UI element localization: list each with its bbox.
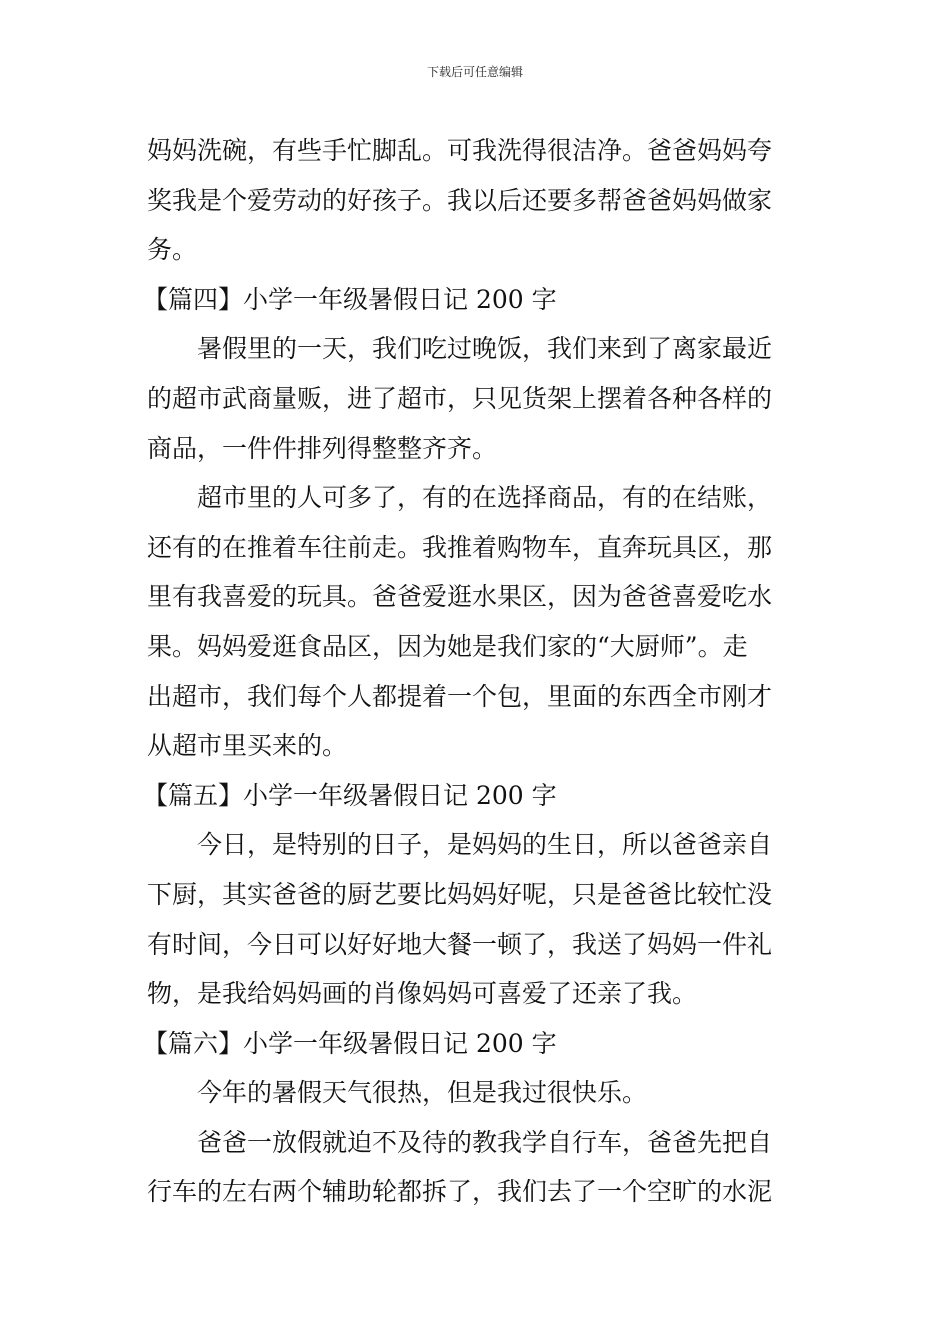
section-heading: 【篇六】小学一年级暑假日记 200 字 <box>143 1028 557 1058</box>
paragraph <box>147 820 807 1018</box>
paragraph <box>147 1068 807 1118</box>
text-line: 务。 <box>147 235 198 265</box>
paragraph <box>147 324 807 473</box>
text-line: 还有的在推着车往前走。我推着购物车，直奔玩具区，那 <box>147 532 773 562</box>
text-line: 奖我是个爱劳动的好孩子。我以后还要多帮爸爸妈妈做家 <box>147 185 773 215</box>
text-line: 暑假里的一天，我们吃过晚饭，我们来到了离家最近 <box>197 334 773 364</box>
text-line: 的超市武商量贩，进了超市，只见货架上摆着各种各样的 <box>147 383 773 413</box>
text-line: 果。妈妈爱逛食品区，因为她是我们家的“大厨师”。走 <box>147 631 748 661</box>
text-line: 从超市里买来的。 <box>147 731 348 761</box>
header-note: 下载后可任意编辑 <box>426 65 523 79</box>
paragraph <box>147 126 807 275</box>
text-line: 商品，一件件排列得整整齐齐。 <box>147 433 498 463</box>
text-line: 下厨，其实爸爸的厨艺要比妈妈好呢，只是爸爸比较忙没 <box>147 879 773 909</box>
text-line: 行车的左右两个辅助轮都拆了，我们去了一个空旷的水泥 <box>147 1177 773 1207</box>
text-line: 超市里的人可多了，有的在选择商品，有的在结账， <box>197 483 773 513</box>
text-line: 今日，是特别的日子，是妈妈的生日，所以爸爸亲自 <box>197 830 773 860</box>
paragraph <box>147 1118 807 1217</box>
text-line: 物，是我给妈妈画的肖像妈妈可喜爱了还亲了我。 <box>147 979 698 1009</box>
text-line: 妈妈洗碗，有些手忙脚乱。可我洗得很洁净。爸爸妈妈夸 <box>147 136 773 165</box>
paragraph <box>147 473 807 771</box>
page-header <box>0 64 950 80</box>
section-heading: 【篇四】小学一年级暑假日记 200 字 <box>143 284 557 314</box>
document-body <box>143 126 807 1217</box>
text-line: 里有我喜爱的玩具。爸爸爱逛水果区，因为爸爸喜爱吃水 <box>147 582 773 612</box>
text-line: 有时间，今日可以好好地大餐一顿了，我送了妈妈一件礼 <box>147 929 773 959</box>
text-line: 今年的暑假天气很热，但是我过很快乐。 <box>197 1078 648 1108</box>
section-heading: 【篇五】小学一年级暑假日记 200 字 <box>143 780 557 810</box>
text-line: 出超市，我们每个人都提着一个包，里面的东西全市刚才 <box>147 681 773 711</box>
text-line: 爸爸一放假就迫不及待的教我学自行车，爸爸先把自 <box>197 1127 773 1157</box>
